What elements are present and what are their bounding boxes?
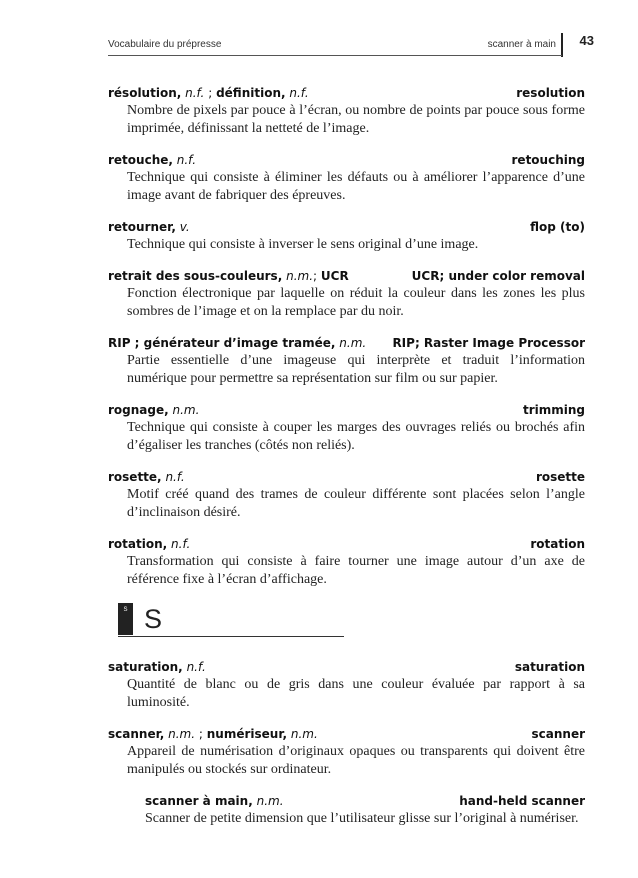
part-of-speech: n.f. xyxy=(165,470,185,484)
term: retourner, xyxy=(108,220,176,234)
separator: ; xyxy=(198,727,203,741)
term-synonym: UCR xyxy=(320,269,349,283)
definition: Quantité de blanc ou de gris dans une couleur évaluée par rapport à sa luminosité. xyxy=(127,677,585,710)
term-synonym: numériseur, xyxy=(206,727,288,741)
definition: Partie essentielle d’une imageuse qui interprète et traduit l’information numérique pour permettre sa représentation sur film ou sur papier. xyxy=(127,353,585,386)
separator: ; xyxy=(208,86,213,100)
term-line xyxy=(108,268,585,285)
entries-r xyxy=(108,85,585,589)
definition: Appareil de numérisation d’originaux opaques ou transparents qui doivent être manipulés ou stockés sur ordinateur. xyxy=(127,744,585,777)
english-term: rotation xyxy=(530,537,585,551)
english-term: RIP; Raster Image Processor xyxy=(392,336,585,350)
definition: Technique qui consiste à couper les marges des ouvrages reliés ou brochés afin d’égaliser les tranches (côtés non reliés). xyxy=(127,420,585,453)
entry-retouche xyxy=(108,152,585,205)
definition: Transformation qui consiste à faire tourner une image autour d’un axe de référence fixe à l’écran d’affichage. xyxy=(127,554,585,587)
term-line xyxy=(108,219,585,236)
term-line xyxy=(108,85,585,102)
term-line xyxy=(145,793,585,810)
term-line xyxy=(108,152,585,169)
term-line xyxy=(108,659,585,676)
definition: Technique qui consiste à inverser le sens original d’une image. xyxy=(127,237,479,252)
header-bar xyxy=(561,33,563,57)
separator: ; xyxy=(313,269,318,283)
part-of-speech: n.m. xyxy=(286,269,314,283)
english-term: hand-held scanner xyxy=(459,794,585,808)
entry-rip xyxy=(108,335,585,388)
english-term: flop (to) xyxy=(530,220,585,234)
part-of-speech: n.m. xyxy=(168,727,196,741)
term: rognage, xyxy=(108,403,169,417)
term-line xyxy=(108,335,585,352)
definition: Nombre de pixels par pouce à l’écran, ou nombre de points par pouce sous forme imprimée, définissant la netteté de l’image. xyxy=(127,103,585,136)
entry-resolution xyxy=(108,85,585,138)
term: retrait des sous-couleurs, xyxy=(108,269,283,283)
term-line xyxy=(108,402,585,419)
term: rosette, xyxy=(108,470,162,484)
term-line xyxy=(108,726,585,743)
english-term: scanner xyxy=(531,727,585,741)
part-of-speech: n.f. xyxy=(176,153,197,167)
term-line xyxy=(108,536,585,553)
part-of-speech: n.m. xyxy=(172,403,200,417)
entry-retrait-des-sous-couleurs xyxy=(108,268,585,321)
term: scanner, xyxy=(108,727,165,741)
term: résolution, xyxy=(108,86,182,100)
entry-scanner xyxy=(108,726,585,779)
running-section: scanner à main xyxy=(487,39,556,50)
entry-rosette xyxy=(108,469,585,522)
part-of-speech: n.f. xyxy=(171,537,191,551)
term: saturation, xyxy=(108,660,183,674)
part-of-speech: n.m. xyxy=(339,336,367,350)
section-rule xyxy=(118,636,344,637)
definition: Motif créé quand des trames de couleur différente sont placées selon l’angle d’inclinaison désiré. xyxy=(127,487,585,520)
entry-saturation xyxy=(108,659,585,712)
definition: Technique qui consiste à éliminer les défauts ou à améliorer l’apparence d’une image avant de fabriquer des épreuves. xyxy=(127,170,585,203)
english-term: retouching xyxy=(511,153,585,167)
page-number: 43 xyxy=(579,33,594,48)
english-term: trimming xyxy=(522,403,585,417)
term-line xyxy=(108,469,585,486)
page-header xyxy=(108,33,594,55)
term: retouche, xyxy=(108,153,173,167)
part-of-speech: n.m. xyxy=(256,794,284,808)
part-of-speech: n.f. xyxy=(185,86,205,100)
section-letter: S xyxy=(144,604,163,634)
section-header-s xyxy=(108,603,585,643)
english-term: rosette xyxy=(535,470,585,484)
term: RIP ; générateur d’image tramée, xyxy=(108,336,336,350)
glossary-content xyxy=(108,85,585,842)
english-term: resolution xyxy=(516,86,585,100)
term-synonym: définition, xyxy=(216,86,286,100)
part-of-speech: v. xyxy=(179,220,190,234)
english-term: UCR; under color removal xyxy=(411,269,585,283)
header-rule xyxy=(108,55,562,56)
entry-rotation xyxy=(108,536,585,589)
part-of-speech-synonym: n.f. xyxy=(289,86,309,100)
entry-rognage xyxy=(108,402,585,455)
definition: Fonction électronique par laquelle on réduit la couleur dans les zones les plus sombres de l’image et on la remplace par du noir. xyxy=(127,286,585,319)
running-title: Vocabulaire du prépresse xyxy=(108,39,222,50)
part-of-speech-synonym: n.m. xyxy=(290,727,318,741)
term: scanner à main, xyxy=(145,794,253,808)
term: rotation, xyxy=(108,537,168,551)
entries-s xyxy=(108,659,585,828)
english-term: saturation xyxy=(514,660,585,674)
entry-scanner-a-main xyxy=(145,793,585,828)
definition: Scanner de petite dimension que l’utilisateur glisse sur l’original à numériser. xyxy=(145,811,579,826)
section-tab: S xyxy=(118,603,133,635)
entry-retourner xyxy=(108,219,585,254)
part-of-speech: n.f. xyxy=(186,660,206,674)
